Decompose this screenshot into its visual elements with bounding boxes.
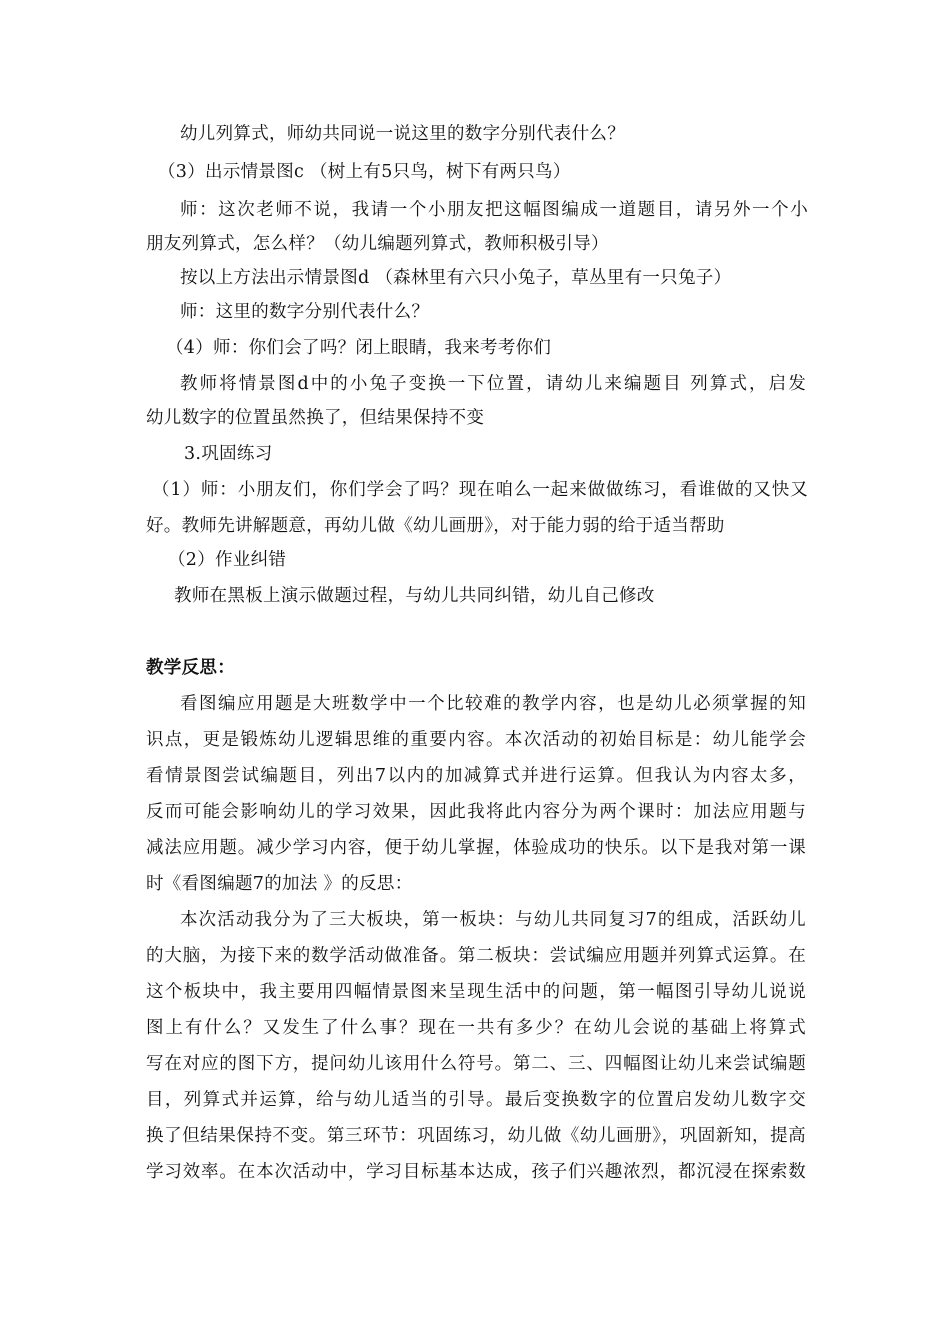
paragraph-line: 好。教师先讲解题意，再幼儿做《幼儿画册》，对于能力弱的给于适当帮助 xyxy=(146,516,725,536)
paragraph-line: 朋友列算式，怎么样？（幼儿编题列算式，教师积极引导） xyxy=(146,234,609,254)
paragraph-line: 学习效率。在本次活动中，学习目标基本达成，孩子们兴趣浓烈，都沉浸在探索数 xyxy=(146,1162,806,1182)
paragraph-line: 图上有什么？又发生了什么事？现在一共有多少？在幼儿会说的基础上将算式 xyxy=(146,1018,806,1038)
paragraph-line: 时《看图编题7的加法 》的反思： xyxy=(146,874,413,894)
paragraph-line: （1）师：小朋友们，你们学会了吗？现在咱么一起来做做练习，看谁做的又快又 xyxy=(152,480,808,500)
section-heading: 3.巩固练习 xyxy=(184,444,273,464)
paragraph-line: 师：这里的数字分别代表什么？ xyxy=(180,302,430,322)
paragraph-line: 看图编应用题是大班数学中一个比较难的教学内容，也是幼儿必须掌握的知 xyxy=(180,694,806,714)
paragraph-line: （2）作业纠错 xyxy=(168,550,287,570)
paragraph-line: 看情景图尝试编题目，列出7以内的加减算式并进行运算。但我认为内容太多， xyxy=(146,766,806,786)
paragraph-line: 本次活动我分为了三大板块，第一板块：与幼儿共同复习7的组成，活跃幼儿 xyxy=(180,910,806,930)
paragraph-line: 教师将情景图d中的小兔子变换一下位置，请幼儿来编题目 列算式，启发 xyxy=(180,374,806,394)
paragraph-line: 按以上方法出示情景图d （森林里有六只小兔子，草丛里有一只兔子） xyxy=(180,268,732,288)
paragraph-line: 幼儿数字的位置虽然换了，但结果保持不变 xyxy=(146,408,485,428)
paragraph-line: 换了但结果保持不变。第三环节：巩固练习，幼儿做《幼儿画册》，巩固新知，提高 xyxy=(146,1126,806,1146)
paragraph-line: 目，列算式并运算，给与幼儿适当的引导。最后变换数字的位置启发幼儿数字交 xyxy=(146,1090,806,1110)
paragraph-line: （4）师：你们会了吗？闭上眼睛，我来考考你们 xyxy=(166,338,552,358)
paragraph-line: 师：这次老师不说，我请一个小朋友把这幅图编成一道题目，请另外一个小 xyxy=(180,200,808,220)
paragraph-line: （3）出示情景图c （树上有5只鸟，树下有两只鸟） xyxy=(158,162,571,182)
paragraph-line: 幼儿列算式，师幼共同说一说这里的数字分别代表什么？ xyxy=(180,124,625,144)
paragraph-line: 反而可能会影响幼儿的学习效果，因此我将此内容分为两个课时：加法应用题与 xyxy=(146,802,806,822)
paragraph-line: 减法应用题。减少学习内容，便于幼儿掌握，体验成功的快乐。以下是我对第一课 xyxy=(146,838,806,858)
paragraph-line: 的大脑，为接下来的数学活动做准备。第二板块：尝试编应用题并列算式运算。在 xyxy=(146,946,806,966)
paragraph-line: 教师在黑板上演示做题过程，与幼儿共同纠错，幼儿自己修改 xyxy=(174,586,655,606)
paragraph-line: 这个板块中，我主要用四幅情景图来呈现生活中的问题，第一幅图引导幼儿说说 xyxy=(146,982,806,1002)
paragraph-line: 识点，更是锻炼幼儿逻辑思维的重要内容。本次活动的初始目标是：幼儿能学会 xyxy=(146,730,806,750)
reflection-heading: 教学反思： xyxy=(146,658,235,678)
paragraph-line: 写在对应的图下方，提问幼儿该用什么符号。第二、三、四幅图让幼儿来尝试编题 xyxy=(146,1054,806,1074)
